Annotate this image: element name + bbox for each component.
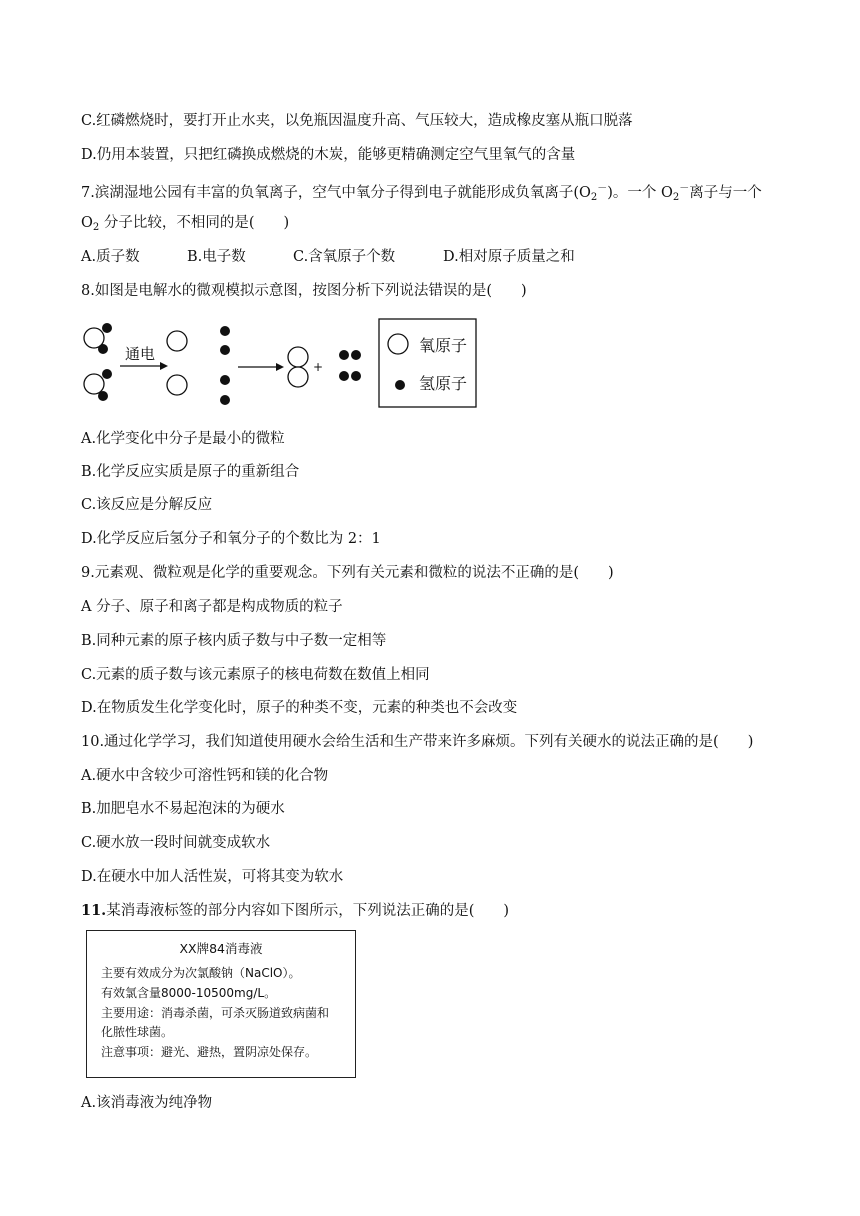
q7-stem-part3: 离子与一个 — [689, 185, 762, 201]
q6-option-c: C.红磷燃烧时，要打开止水夹，以免瓶因温度升高、气压较大，造成橡皮塞从瓶口脱落 — [81, 113, 633, 129]
q7-stem-sup-2: － — [679, 183, 690, 194]
q7-stem-sub: 2 — [590, 192, 598, 203]
q8-option-d: D.化学反应后氢分子和氧分子的个数比为 2：1 — [81, 531, 381, 547]
reaction-arrow-2 — [238, 363, 284, 371]
disinfectant-label-image — [86, 930, 356, 1078]
hydrogen-atom — [220, 395, 230, 405]
q7-option-d: D.相对原子质量之和 — [443, 249, 575, 265]
electrolysis-diagram — [80, 316, 480, 412]
q7-stem-line2 — [81, 214, 289, 237]
legend-hydrogen-symbol — [395, 380, 405, 390]
q9-option-a: A 分子、原子和离子都是构成物质的粒子 — [81, 599, 343, 615]
hydrogen-atom — [220, 375, 230, 385]
hydrogen-molecule — [339, 350, 361, 360]
q7-option-c: C.含氧原子个数 — [293, 249, 396, 265]
q9-option-c: C.元素的质子数与该元素原子的核电荷数在数值上相同 — [81, 667, 430, 683]
legend-box — [379, 319, 476, 407]
label-line-5: 注意事项：避光、避热，置阴凉处保存。 — [101, 1045, 318, 1059]
q10-option-b: B.加肥皂水不易起泡沫的为硬水 — [81, 801, 285, 817]
label-line-3: 主要用途：消毒杀菌，可杀灭肠道致病菌和 — [101, 1006, 330, 1020]
hydrogen-molecule — [339, 371, 361, 381]
water-molecule — [84, 323, 112, 354]
q9-option-d: D.在物质发生化学变化时，原子的种类不变，元素的种类也不会改变 — [81, 700, 518, 716]
q7-option-b: B.电子数 — [187, 249, 246, 265]
q7-stem-line2-sub: 2 — [92, 222, 100, 233]
q9-option-b: B.同种元素的原子核内质子数与中子数一定相等 — [81, 633, 387, 649]
q7-options — [81, 248, 575, 266]
legend-oxygen-symbol — [388, 334, 408, 354]
q7-stem-part2: )。一个 O — [607, 185, 673, 201]
plus-sign: + — [313, 360, 324, 374]
q7-stem-line2-b: 分子比较，不相同的是( ) — [99, 215, 290, 231]
q10-stem: 10.通过化学学习，我们知道使用硬水会给生活和生产带来许多麻烦。下列有关硬水的说法正确的是( ) — [81, 734, 754, 750]
arrow-label-energize: 通电 — [125, 345, 156, 363]
label-line-2: 有效氯含量8000-10500mg/L。 — [101, 986, 277, 1000]
q7-stem-line1 — [81, 180, 762, 207]
q10-option-c: C.硬水放一段时间就变成软水 — [81, 835, 271, 851]
oxygen-atom — [167, 331, 187, 351]
legend-hydrogen-label: 氢原子 — [419, 374, 468, 393]
q8-stem: 8.如图是电解水的微观模拟示意图，按图分析下列说法错误的是( ) — [81, 283, 527, 299]
q10-option-a: A.硬水中含较少可溶性钙和镁的化合物 — [81, 768, 329, 784]
q6-option-d: D.仍用本装置，只把红磷换成燃烧的木炭，能够更精确测定空气里氧气的含量 — [81, 147, 576, 163]
label-title: XX牌84消毒液 — [179, 941, 263, 956]
label-line-1: 主要有效成分为次氯酸钠（NaClO）。 — [101, 966, 301, 980]
q8-option-a: A.化学变化中分子是最小的微粒 — [81, 431, 285, 447]
q7-stem-sup: － — [597, 183, 608, 194]
q7-option-a: A.质子数 — [81, 249, 140, 265]
water-molecule — [84, 369, 112, 401]
q11-number: 11. — [81, 902, 107, 919]
legend-oxygen-label: 氧原子 — [419, 336, 468, 355]
q7-stem-part1: 7.滨湖湿地公园有丰富的负氧离子，空气中氧分子得到电子就能形成负氧离子(O — [81, 185, 591, 201]
q11-stem: 某消毒液标签的部分内容如下图所示，下列说法正确的是( ) — [106, 903, 510, 919]
hydrogen-atom — [220, 326, 230, 336]
q7-stem-sub-2: 2 — [672, 192, 680, 203]
label-line-4: 化脓性球菌。 — [101, 1025, 174, 1039]
reaction-arrow-1 — [120, 362, 168, 370]
q8-option-b: B.化学反应实质是原子的重新组合 — [81, 464, 300, 480]
q10-option-d: D.在硬水中加人活性炭，可将其变为软水 — [81, 869, 344, 885]
q7-stem-line2-a: O — [81, 215, 93, 231]
q11-stem-line — [81, 902, 509, 920]
q8-option-c: C.该反应是分解反应 — [81, 497, 213, 513]
q9-stem: 9.元素观、微粒观是化学的重要观念。下列有关元素和微粒的说法不正确的是( ) — [81, 565, 614, 581]
oxygen-atom — [167, 375, 187, 395]
q11-option-a: A.该消毒液为纯净物 — [81, 1095, 213, 1111]
oxygen-molecule — [288, 347, 308, 387]
hydrogen-atom — [220, 345, 230, 355]
